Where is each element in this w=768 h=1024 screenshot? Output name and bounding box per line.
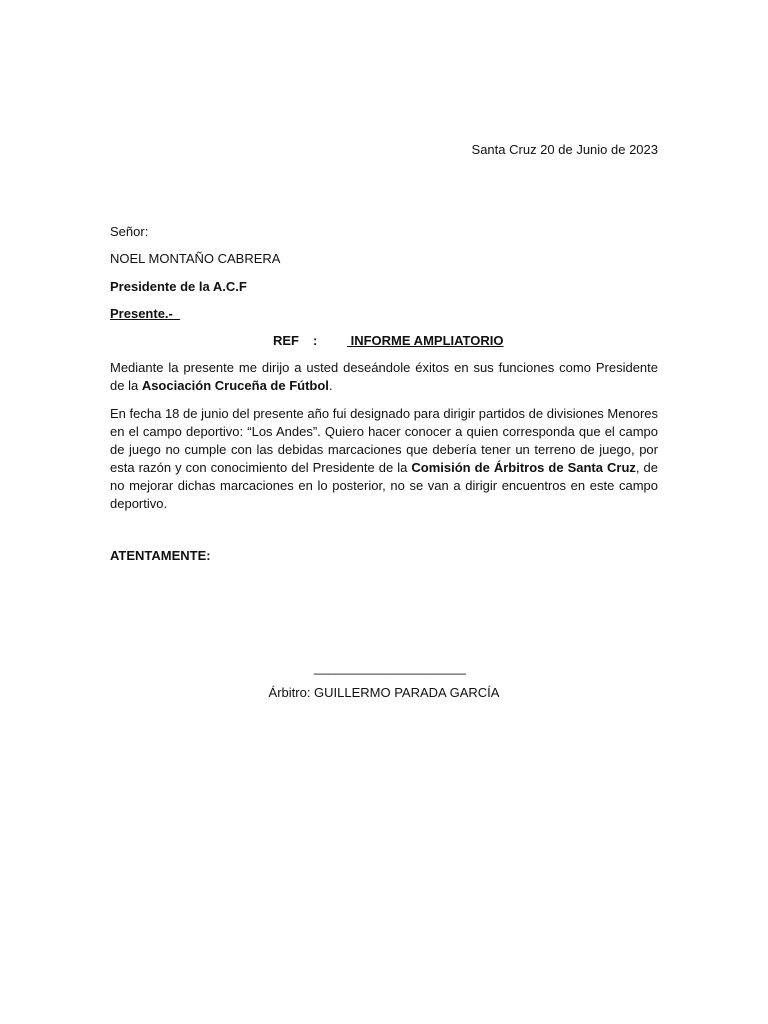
salutation: Señor: (110, 224, 149, 239)
body-paragraph-1 (110, 359, 658, 395)
reference-line (273, 333, 503, 348)
letter-date: Santa Cruz 20 de Junio de 2023 (471, 142, 658, 157)
paragraph-1-organization: Asociación Cruceña de Fútbol (141, 378, 329, 393)
body-paragraph-2 (110, 405, 658, 513)
recipient-name: NOEL MONTAÑO CABRERA (110, 251, 281, 266)
paragraph-2-text-a: En fecha 18 de junio del presente año fui designado para dirigir partidos de divisiones Menores en el campo deportivo: “Los Andes”. Quiero hacer conocer a quien corresponda que el campo de juego no cumple con las debidas marcaciones que debería tener un terreno de juego, por esta razón y con conocimiento del Presidente de la (110, 406, 658, 475)
signature-name: Árbitro: GUILLERMO PARADA GARCÍA (268, 685, 500, 700)
recipient-title: Presidente de la A.C.F (110, 279, 247, 294)
paragraph-1-text-b: . (328, 378, 333, 393)
reference-subject: INFORME AMPLIATORIO (347, 333, 504, 348)
paragraph-1-text-a: Mediante la presente me dirijo a usted deseándole éxitos en sus funciones como Presidente de la (110, 360, 658, 393)
reference-label: REF (273, 333, 299, 348)
paragraph-2-text-b: , de no mejorar dichas marcaciones en lo posterior, no se van a dirigir encuentros en este campo deportivo. (110, 460, 658, 511)
paragraph-2-commission: Comisión de Árbitros de Santa Cruz (411, 460, 636, 475)
reference-colon: : (313, 333, 318, 348)
closing: ATENTAMENTE: (110, 548, 211, 563)
presente-line: Presente.- (110, 306, 181, 321)
signature-line: _____________________ (314, 660, 466, 675)
